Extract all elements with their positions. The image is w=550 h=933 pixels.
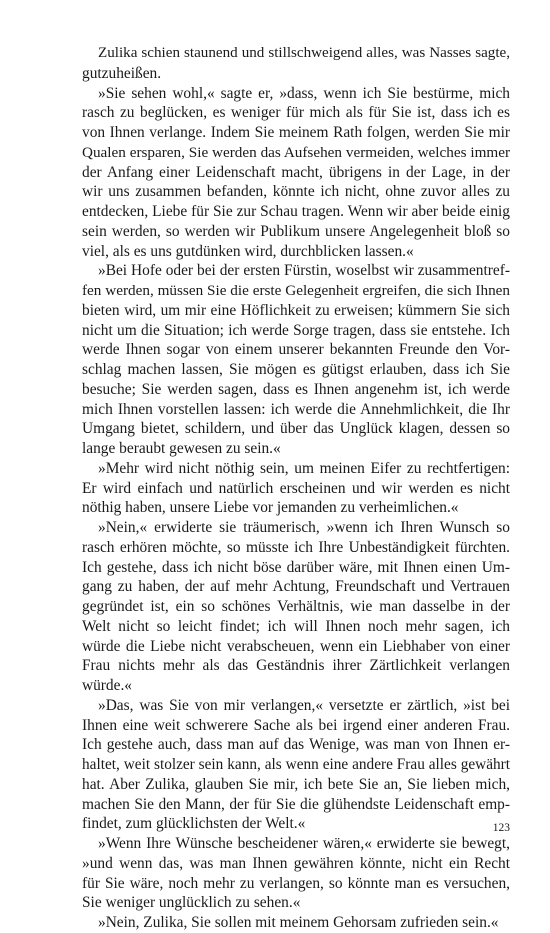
- text-line: sein werden, so werden wir Publikum unsere Angelegenheit bloß so: [82, 222, 510, 240]
- text-line: nöthig haben, unsere Liebe vor jemanden zu verheimlichen.«: [82, 499, 459, 517]
- text-line: Er wird einfach und natürlich erscheinen und wir werden es nicht: [82, 479, 510, 497]
- text-line: rasch zu beglücken, es weniger für mich als für Sie ist, dass ich es: [82, 104, 510, 122]
- text-line: haltet, weit stolzer sein kann, als wenn eine andere Frau alles gewährt: [82, 756, 510, 773]
- text-line: lange beraubt gewesen zu sein.«: [82, 440, 281, 457]
- text-line: von Ihnen verlange. Indem Sie meinem Rath folgen, werden Sie mir: [82, 124, 510, 141]
- text-line: würde.«: [82, 677, 133, 694]
- text-line: gang zu haben, der auf mehr Achtung, Freundschaft und Vertrauen: [82, 578, 510, 596]
- text-line: rasch erhören möchte, so müsste ich Ihre Unbeständigkeit fürchten.: [82, 538, 510, 556]
- text-line: gegründet ist, ein so schönes Verhältnis, wie man dasselbe in der: [82, 598, 510, 615]
- text-line: hat. Aber Zulika, glauben Sie mir, ich bete Sie an, Sie lieben mich,: [82, 775, 510, 793]
- text-line: entdecken, Liebe für Sie zur Schau tragen. Wenn wir aber beide einig: [82, 203, 510, 220]
- text-line: mich Ihnen vorstellen lassen: ich werde die Annehmlichkeit, die Ihr: [82, 400, 510, 418]
- text-line: »Wenn Ihre Wünsche bescheidener wären,« erwiderte sie bewegt,: [98, 835, 510, 852]
- text-line: »Nein, Zulika, Sie sollen mit meinem Gehorsam zufrieden sein.«: [98, 914, 499, 931]
- text-line: nicht um die Situation; ich werde Sorge tragen, dass sie entstehe. Ich: [82, 321, 510, 339]
- text-line: »und wenn das, was man Ihnen gewähren könnte, nicht ein Recht: [82, 854, 510, 872]
- text-line: findet, zum glücklichsten der Welt.«: [82, 815, 306, 833]
- text-line: »Bei Hofe oder bei der ersten Fürstin, woselbst wir zusammentref-: [98, 262, 510, 280]
- text-line: Ich gestehe auch, dass man auf das Wenige, was man von Ihnen er-: [82, 736, 510, 754]
- text-line: Umgang bietet, schildern, und über das Unglück klagen, dessen so: [82, 420, 510, 438]
- text-line: würde die Liebe nicht verabscheuen, wenn ein Liebhaber von einer: [82, 637, 510, 655]
- text-line: werde Ihnen sogar von einem unserer bekannten Freunde den Vor-: [82, 341, 510, 359]
- text-line: »Nein,« erwiderte sie träumerisch, »wenn ich Ihren Wunsch so: [98, 519, 510, 536]
- text-line: »Mehr wird nicht nöthig sein, um meinen Eifer zu rechtfertigen:: [98, 459, 510, 477]
- text-line: bieten wird, um mir eine Höflichkeit zu erweisen; kümmern Sie sich: [82, 301, 510, 319]
- text-line: Qualen ersparen, Sie werden das Aufsehen vermeiden, welches immer: [82, 143, 510, 161]
- text-line: Welt nicht so leicht findet; ich will Ihnen noch mehr sagen, ich: [82, 617, 510, 635]
- text-line: für Sie wäre, noch mehr zu verlangen, so könnte man es versuchen,: [82, 874, 510, 892]
- text-line: fen werden, müssen Sie die erste Gelegenheit ergreifen, die sich Ihnen: [82, 282, 510, 299]
- page-number: 123: [492, 822, 510, 834]
- text-line: machen Sie den Mann, der für Sie die glühendste Leidenschaft emp-: [82, 795, 510, 813]
- text-line: Ich gestehe, dass ich nicht böse darüber wäre, mit Ihnen einen Um-: [82, 558, 510, 576]
- text-line: besuche; Sie werden sagen, dass es Ihnen angenehm ist, ich werde: [82, 380, 510, 398]
- text-line: »Das, was Sie von mir verlangen,« versetzte er zärtlich, »ist bei: [98, 696, 510, 714]
- text-line: wir uns zusammen befanden, könnte ich nicht, ohne zuvor alles zu: [82, 183, 510, 201]
- text-line: der Anfang einer Leidenschaft macht, übrigens in der Lage, in der: [82, 163, 510, 181]
- text-line: schlag machen lassen, Sie mögen es gütigst erlauben, dass ich Sie: [82, 361, 510, 378]
- text-line: Frau nichts mehr als das Geständnis ihrer Zärtlichkeit verlangen: [82, 657, 510, 675]
- text-line: Sie weniger unglücklich zu sehen.«: [82, 894, 301, 912]
- text-line: Zulika schien staunend und stillschweigend alles, was Nasses sagte,: [98, 45, 510, 61]
- text-line: Ihnen eine weit schwerere Sache als bei irgend einer anderen Frau.: [82, 716, 510, 734]
- text-line: gutzuheißen.: [82, 64, 162, 82]
- text-line: »Sie sehen wohl,« sagte er, »dass, wenn ich Sie bestürme, mich: [98, 84, 510, 102]
- book-page-text: [82, 44, 510, 933]
- text-line: viel, als es uns gutdünken wird, durchblicken lassen.«: [82, 242, 414, 260]
